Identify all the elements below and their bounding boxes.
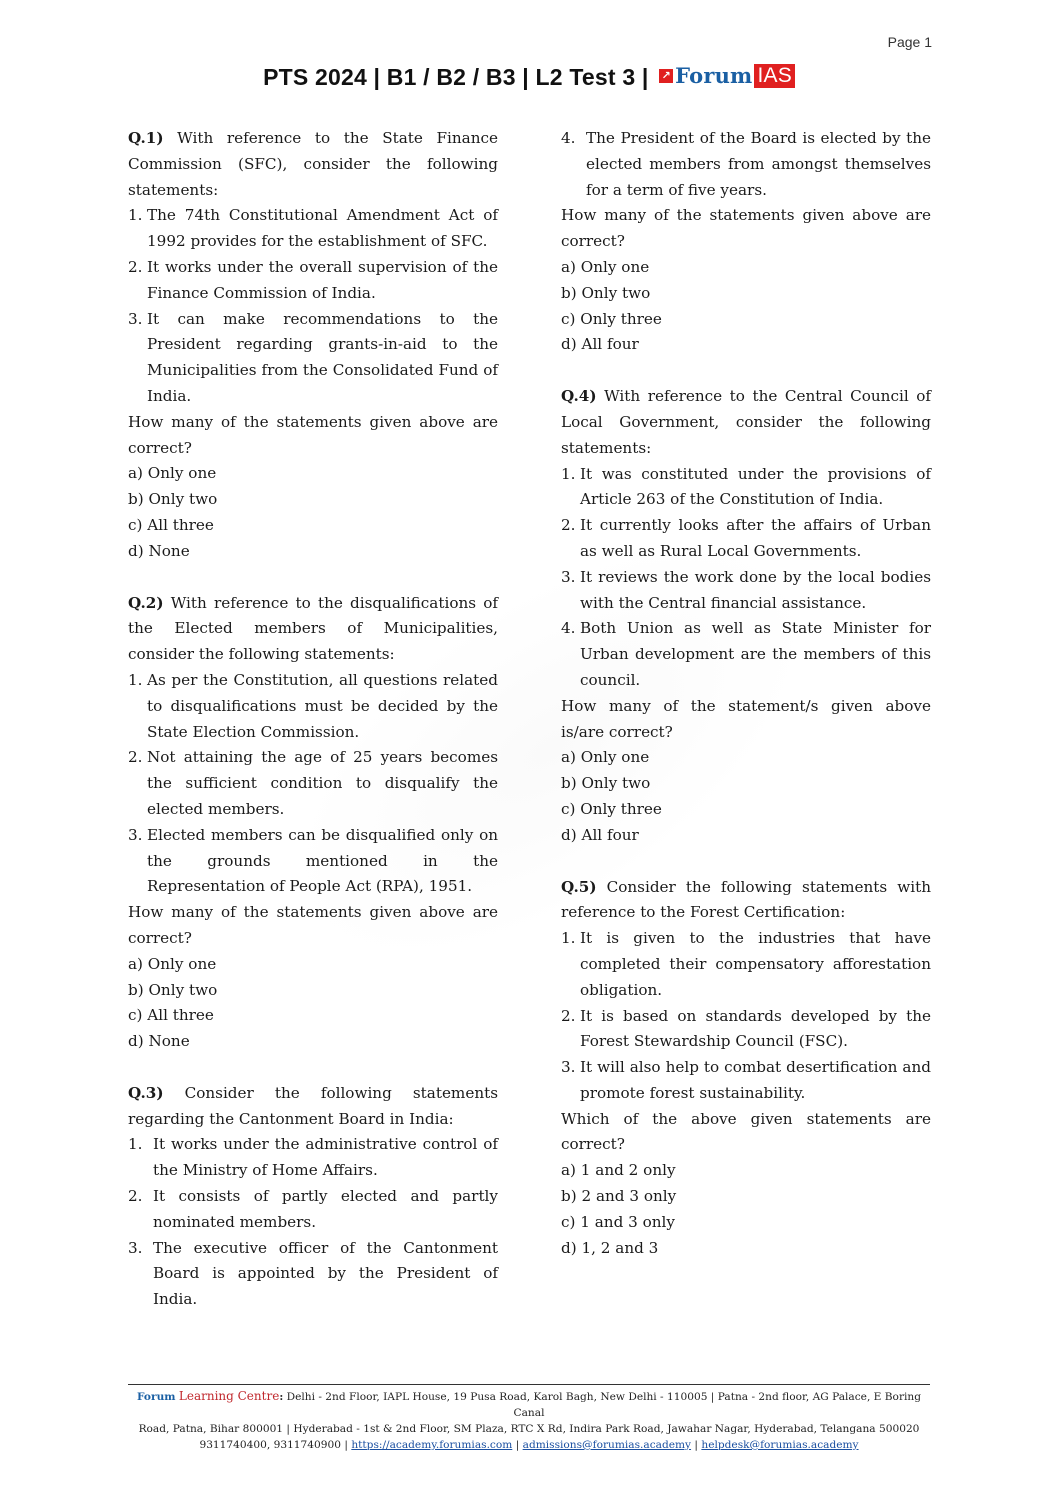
option-b[interactable]: b) Only two xyxy=(128,490,218,509)
statement: 2. It works under the overall supervision of the Finance Commission of India. xyxy=(128,257,498,302)
question-5 xyxy=(561,875,931,1262)
page-number: Page 1 xyxy=(887,34,932,50)
statement: 1. It is given to the industries that have completed their compensatory afforestation obligation. xyxy=(561,929,931,999)
option-d[interactable]: d) None xyxy=(128,541,190,560)
option-a[interactable]: a) Only one xyxy=(561,257,650,276)
option-c[interactable]: c) 1 and 3 only xyxy=(561,1212,675,1231)
question-id: Q.4) xyxy=(561,387,597,406)
question-3-continued xyxy=(561,126,931,358)
statement: 2. Not attaining the age of 25 years becomes the sufficient condition to disqualify the elected members. xyxy=(128,748,498,818)
question-1 xyxy=(128,126,498,565)
option-d[interactable]: d) 1, 2 and 3 xyxy=(561,1238,659,1257)
question-stem: Q.3) Consider the following statements regarding the Cantonment Board in India: xyxy=(128,1083,498,1128)
option-a[interactable]: a) Only one xyxy=(561,748,650,767)
question-ask: How many of the statements given above are correct? xyxy=(561,206,931,251)
statement: 1. As per the Constitution, all questions related to disqualifications must be decided by the State Election Commission. xyxy=(128,670,498,741)
option-a[interactable]: a) Only one xyxy=(128,464,217,483)
option-c[interactable]: c) All three xyxy=(128,1006,214,1025)
option-c[interactable]: c) Only three xyxy=(561,309,662,328)
option-b[interactable]: b) Only two xyxy=(561,283,651,302)
forumias-logo xyxy=(659,63,795,88)
statement: 2. It consists of partly elected and partly nominated members. xyxy=(128,1187,498,1231)
page-title xyxy=(0,64,1058,91)
question-stem: Q.1) With reference to the State Finance Commission (SFC), consider the following statements: xyxy=(128,129,498,199)
option-c[interactable]: c) Only three xyxy=(561,799,662,818)
left-column xyxy=(128,126,498,1313)
question-ask: How many of the statements given above are correct? xyxy=(128,412,498,457)
question-ask: Which of the above given statements are correct? xyxy=(561,1109,931,1154)
question-id: Q.2) xyxy=(128,593,164,612)
option-b[interactable]: b) 2 and 3 only xyxy=(561,1187,677,1206)
option-b[interactable]: b) Only two xyxy=(561,774,651,793)
statement: 4. Both Union as well as State Minister for Urban development are the members of this council. xyxy=(561,619,931,689)
option-a[interactable]: a) 1 and 2 only xyxy=(561,1161,676,1180)
footer-phones: 9311740400, 9311740900 xyxy=(199,1439,341,1451)
logo-forum-text: Forum xyxy=(675,63,753,89)
question-id: Q.3) xyxy=(128,1083,164,1102)
statement: 1. It was constituted under the provisions of Article 263 of the Constitution of India. xyxy=(561,464,931,509)
statement: 3. The executive officer of the Cantonment Board is appointed by the President of India. xyxy=(128,1238,498,1309)
option-b[interactable]: b) Only two xyxy=(128,980,218,999)
logo-ias-text: IAS xyxy=(754,64,794,88)
statement: 3. It can make recommendations to the President regarding grants-in-aid to the Municipalities from the Consolidated Fund of India. xyxy=(128,309,498,405)
footer-address-line-1: Forum Learning Centre: Delhi - 2nd Floor, IAPL House, 19 Pusa Road, Karol Bagh, New Delhi - 110005 | Patna - 2nd floor, AG Palace, E Boring Canal xyxy=(136,1389,921,1419)
page-footer xyxy=(128,1384,930,1453)
statement: 1. The 74th Constitutional Amendment Act of 1992 provides for the establishment of SFC. xyxy=(128,206,498,251)
option-a[interactable]: a) Only one xyxy=(128,954,217,973)
statement: 2. It is based on standards developed by the Forest Stewardship Council (FSC). xyxy=(561,1006,931,1051)
option-d[interactable]: d) All four xyxy=(561,825,639,844)
statement: 1. It works under the administrative control of the Ministry of Home Affairs. xyxy=(128,1135,498,1180)
statement: 3. Elected members can be disqualified only on the grounds mentioned in the Representation of People Act (RPA), 1951. xyxy=(128,825,498,896)
statement: 4. The President of the Board is elected by the elected members from amongst themselves for a term of five years. xyxy=(561,129,931,199)
question-ask: How many of the statements given above are correct? xyxy=(128,903,498,947)
footer-brand-learning-centre: Learning Centre xyxy=(178,1389,280,1403)
footer-brand-forum: Forum xyxy=(136,1391,176,1403)
question-2 xyxy=(128,591,498,1055)
option-c[interactable]: c) All three xyxy=(128,515,214,534)
question-4 xyxy=(561,384,931,848)
question-id: Q.1) xyxy=(128,129,164,147)
statement: 3. It will also help to combat desertification and promote forest sustainability. xyxy=(561,1058,931,1102)
question-id: Q.5) xyxy=(561,877,597,896)
question-stem: Q.2) With reference to the disqualifications of the Elected members of Municipalities, consider the following statements: xyxy=(128,593,498,664)
footer-helpdesk-email-link[interactable]: helpdesk@forumias.academy xyxy=(701,1439,859,1451)
right-column xyxy=(561,126,931,1261)
option-d[interactable]: d) All four xyxy=(561,335,639,354)
statement: 2. It currently looks after the affairs of Urban as well as Rural Local Governments. xyxy=(561,516,931,560)
arrow-up-right-icon: ↗ xyxy=(659,69,673,83)
question-stem: Q.4) With reference to the Central Council of Local Government, consider the following statements: xyxy=(561,387,931,457)
question-ask: How many of the statement/s given above is/are correct? xyxy=(561,696,931,741)
footer-contact-line: 9311740400, 9311740900 | https://academy.forumias.com | admissions@forumias.academy | helpdesk@forumias.academy xyxy=(199,1439,859,1451)
option-d[interactable]: d) None xyxy=(128,1032,190,1051)
question-stem: Q.5) Consider the following statements with reference to the Forest Certification: xyxy=(561,877,932,922)
question-3 xyxy=(128,1081,498,1313)
statement: 3. It reviews the work done by the local bodies with the Central financial assistance. xyxy=(561,567,931,612)
footer-website-link[interactable]: https://academy.forumias.com xyxy=(351,1439,513,1451)
footer-address-line-2: Road, Patna, Bihar 800001 | Hyderabad - 1st & 2nd Floor, SM Plaza, RTC X Rd, Indira Park Road, Jawahar Nagar, Hyderabad, Telangana 500020 xyxy=(138,1423,920,1435)
footer-admissions-email-link[interactable]: admissions@forumias.academy xyxy=(522,1439,692,1451)
title-text: PTS 2024 | B1 / B2 / B3 | L2 Test 3 | xyxy=(263,64,649,90)
